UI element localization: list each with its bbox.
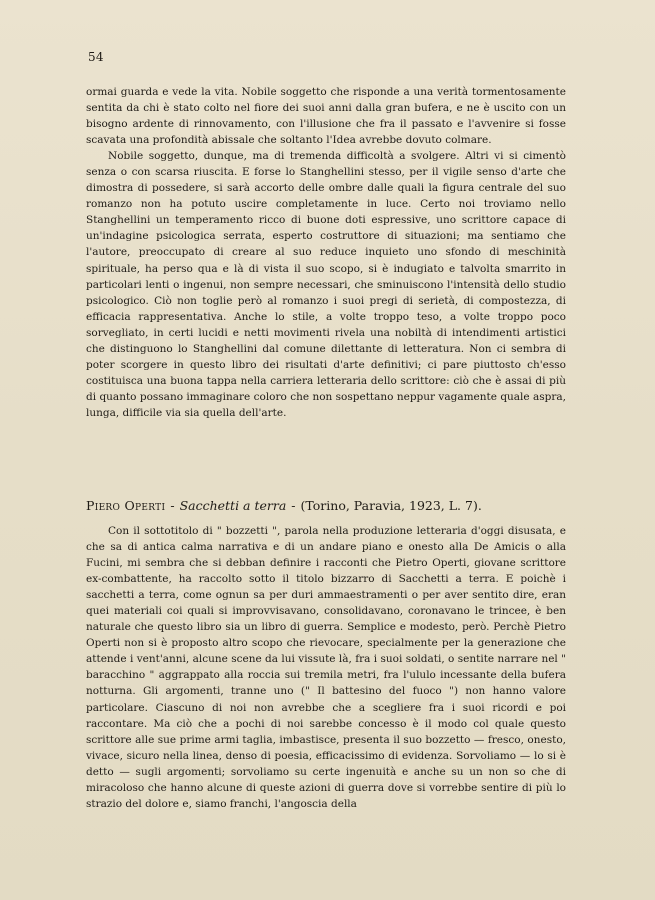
review-1-paragraph-1: ormai guarda e vede la vita. Nobile soggetto che risponde a una verità tormentosamente sentita da chi è stato colto nel fiore dei suoi anni dalla gran bufera, e ne è uscito con un bisogno ardente di rinnovamento, con l'illusione che fra il passato e l'avvenire si fosse scavata una profondità abissale che soltanto l'Idea avrebbe dovuto colmare. [86,86,566,147]
review-2-text [86,523,566,812]
review-2-heading [86,497,566,515]
page-number: 54 [88,50,104,64]
review-2-author: Piero Operti [86,498,166,513]
review-2-publication-info: (Torino, Paravia, 1923, L. 7). [300,498,482,513]
review-1-text [86,84,566,421]
review-1-paragraph-2: Nobile soggetto, dunque, ma di tremenda difficoltà a svolgere. Altri vi si cimentò senza o con scarsa riuscita. E forse lo Stanghellini stesso, per il vigile senso d'arte che dimostra di possedere, si sarà accorto delle ombre dalle quali la figura centrale del suo romanzo non ha potuto uscire completamente in luce. Certo noi troviamo nello Stanghellini un temperamento ricco di buone doti espressive, uno scrittore capace di un'indagine psicologica serrata, esperto costruttore di situazioni; ma sentiamo che l'autore, preoccupato di creare al suo reduce inquieto uno sfondo di meschinità spirituale, ha perso qua e là di vista il suo scopo, si è indugiato e talvolta smarrito in particolari lenti o ingenui, non sempre necessari, che sminuiscono l'intensità dello studio psicologico. Ciò non toglie però al romanzo i suoi pregi di serietà, di compostezza, di efficacia rappresentativa. Anche lo stile, a volte troppo teso, a volte troppo poco sorvegliato, in certi lucidi e netti movimenti rivela una nobiltà di intendimenti artistici che distinguono lo Stanghellini dal comune dilettante di letteratura. Non ci sembra di poter scorgere in questo libro dei risultati d'arte definitivi; ci pare piuttosto ch'esso costituisca una buona tappa nella carriera letteraria dello scrittore: ciò che è assai di più di quanto possano immaginare coloro che non sospettano neppur vagamente quale aspra, lunga, difficile via sia quella dell'arte. [86,150,566,419]
heading-separator: - [291,498,296,513]
review-2-book-title: Sacchetti a terra [179,498,287,513]
heading-separator: - [170,498,175,513]
review-2-paragraph-1: Con il sottotitolo di " bozzetti ", parola nella produzione letteraria d'oggi disusata, e che sa di antica calma narrativa e di un andare piano e onesto alla De Amicis o alla Fucini, mi sembra che si debban definire i racconti che Pietro Operti, giovane scrittore ex-combattente, ha raccolto sotto il titolo bizzarro di Sacchetti a terra. E poichè i sacchetti a terra, come ognun sa per duri ammaestramenti o per aver sentito dire, eran quei materiali coi quali si improvvisavano, consolidavano, coronavano le trincee, è ben naturale che questo libro sia un libro di guerra. Semplice e modesto, però. Perchè Pietro Operti non si è proposto altro scopo che rievocare, specialmente per la generazione che attende i vent'anni, alcune scene da lui vissute là, fra i suoi soldati, o sentite narrare nel " baracchino " aggrappato alla roccia sui tremila metri, fra l'ululo incessante della bufera notturna. Gli argomenti, tranne uno (" Il battesino del fuoco ") non hanno valore particolare. Ciascuno di noi non avrebbe che a scegliere fra i suoi ricordi e poi raccontare. Ma ciò che a pochi di noi sarebbe concesso è il modo col quale questo scrittore alle sue prime armi taglia, imbastisce, presenta il suo bozzetto — fresco, onesto, vivace, sicuro nella linea, denso di poesia, efficacissimo di evidenza. Sorvoliamo — lo si è detto — sugli argomenti; sorvoliamo su certe ingenuità e anche su un non so che di miracoloso che hanno alcune di queste azioni di guerra dove si vorrebbe sentire di più lo strazio del dolore e, siamo franchi, l'angoscia della [86,525,566,810]
